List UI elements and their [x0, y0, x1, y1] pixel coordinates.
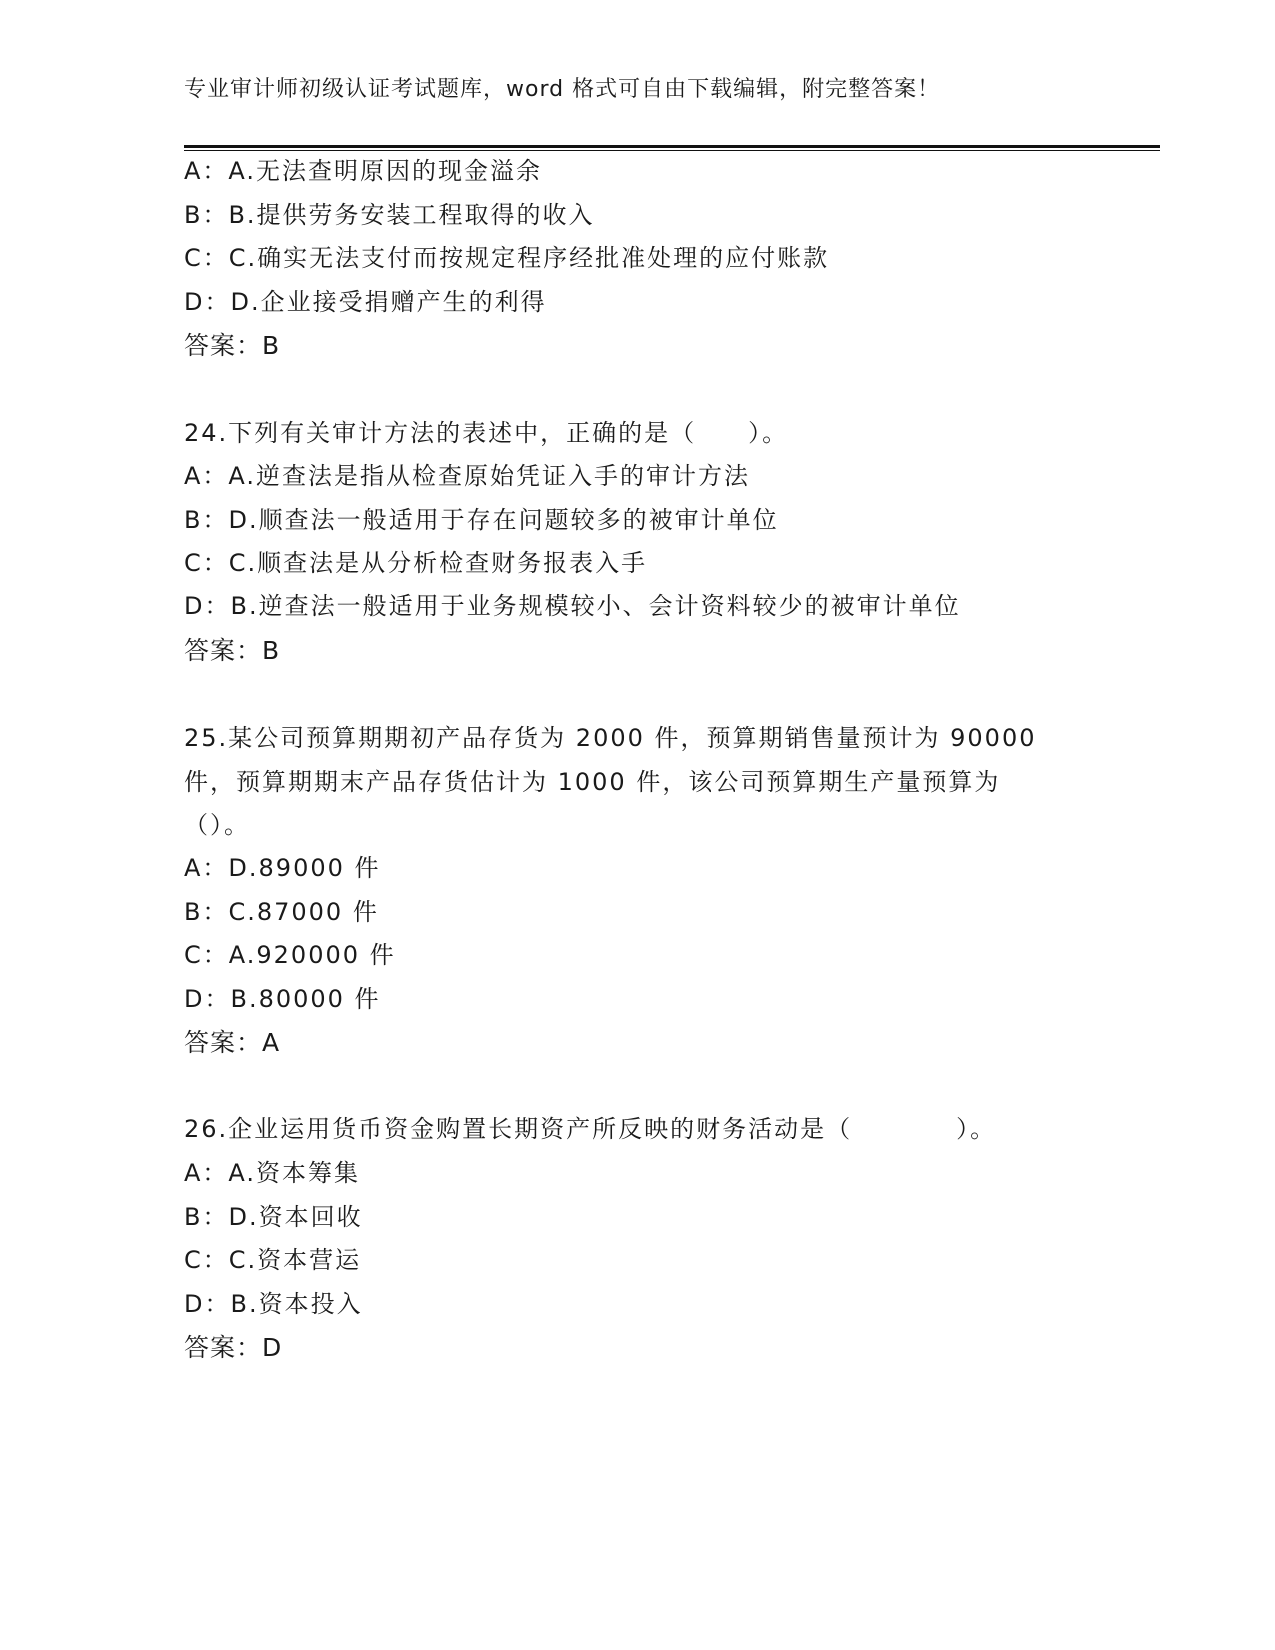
q23-option-b: B：B.提供劳务安装工程取得的收入: [184, 201, 595, 229]
q25-stem-line-2: 件，预算期期末产品存货估计为 1000 件，该公司预算期生产量预算为: [184, 768, 1001, 796]
q25-option-a: A：D.89000 件: [184, 854, 381, 882]
q24-answer: 答案：B: [184, 636, 281, 665]
q24-option-c: C：C.顺查法是从分析检查财务报表入手: [184, 549, 648, 577]
q25-option-d: D：B.80000 件: [184, 985, 381, 1013]
q26-answer: 答案：D: [184, 1333, 283, 1362]
q24-option-d: D：B.逆查法一般适用于业务规模较小、会计资料较少的被审计单位: [184, 592, 961, 620]
header-divider-thick: [184, 145, 1160, 148]
q25-answer: 答案：A: [184, 1028, 281, 1057]
q23-option-c: C：C.确实无法支付而按规定程序经批准处理的应付账款: [184, 244, 830, 272]
q26-option-a: A：A.资本筹集: [184, 1159, 361, 1187]
page-header: 专业审计师初级认证考试题库，word 格式可自由下载编辑，附完整答案！: [184, 77, 941, 102]
q26-option-d: D：B.资本投入: [184, 1290, 363, 1318]
q23-option-d: D：D.企业接受捐赠产生的利得: [184, 288, 547, 316]
q26-option-b: B：D.资本回收: [184, 1203, 363, 1231]
q25-option-b: B：C.87000 件: [184, 898, 379, 926]
q24-option-b: B：D.顺查法一般适用于存在问题较多的被审计单位: [184, 506, 779, 534]
q23-answer: 答案：B: [184, 331, 281, 360]
q26-option-c: C：C.资本营运: [184, 1246, 362, 1274]
q26-stem: 26.企业运用货币资金购置长期资产所反映的财务活动是（ ）。: [184, 1115, 997, 1143]
q24-stem: 24.下列有关审计方法的表述中，正确的是（ ）。: [184, 419, 789, 447]
q25-stem-line-1: 25.某公司预算期期初产品存货为 2000 件，预算期销售量预计为 90000: [184, 724, 1037, 752]
q23-option-a: A：A.无法查明原因的现金溢余: [184, 157, 543, 185]
q24-option-a: A：A.逆查法是指从检查原始凭证入手的审计方法: [184, 462, 751, 490]
q25-option-c: C：A.920000 件: [184, 941, 396, 969]
q25-stem-line-3: （）。: [184, 811, 250, 839]
